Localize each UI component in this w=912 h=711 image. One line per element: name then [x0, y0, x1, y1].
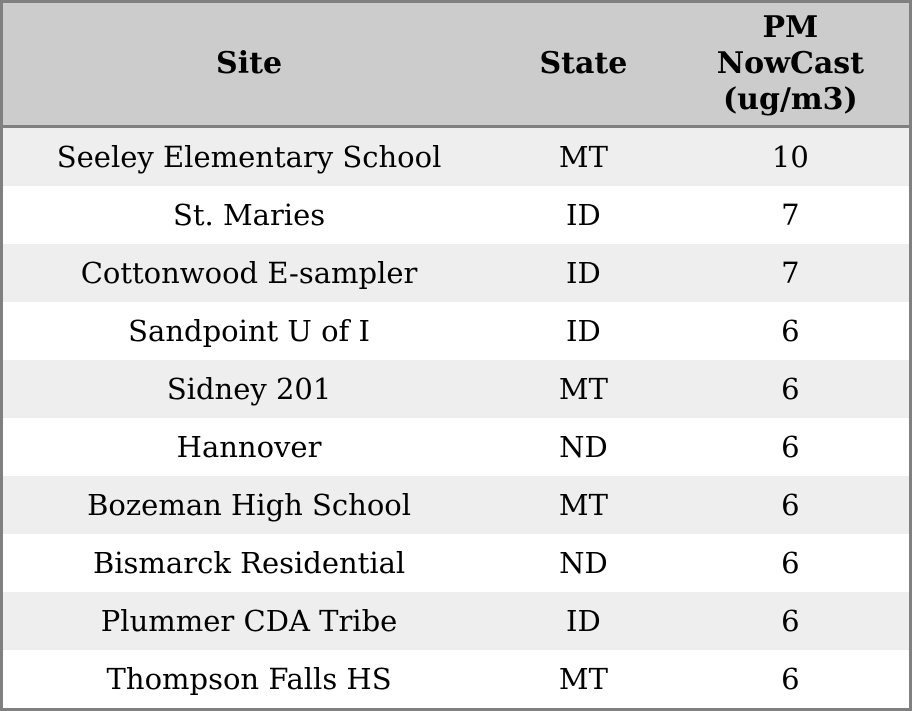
- site-cell: Sidney 201: [166, 372, 332, 406]
- state-cell: MT: [558, 662, 608, 696]
- pm-nowcast-cell: 6: [781, 314, 800, 348]
- site-cell: Sandpoint U of I: [128, 314, 370, 348]
- column-header-site: Site: [2, 2, 496, 127]
- state-cell: ND: [559, 430, 608, 464]
- pm-nowcast-cell: 10: [771, 140, 809, 174]
- pm-nowcast-cell: 6: [781, 372, 800, 406]
- pm-nowcast-cell: 6: [781, 546, 800, 580]
- state-cell: MT: [558, 488, 608, 522]
- table-row: [2, 592, 911, 650]
- site-cell: Bismarck Residential: [92, 546, 406, 580]
- table-row: [2, 244, 911, 302]
- state-cell: MT: [558, 140, 608, 174]
- table-body: [2, 127, 911, 710]
- table-row: [2, 186, 911, 244]
- column-header-pm-nowcast: PM NowCast (ug/m3): [672, 2, 911, 127]
- state-cell: ID: [566, 256, 601, 290]
- site-cell: Bozeman High School: [87, 488, 412, 522]
- state-cell: ID: [566, 314, 601, 348]
- table-row: [2, 302, 911, 360]
- table-row: [2, 534, 911, 592]
- column-header-state: State: [495, 2, 672, 127]
- pm-nowcast-cell: 6: [781, 662, 800, 696]
- pm-nowcast-cell: 6: [781, 430, 800, 464]
- pm-nowcast-cell: 7: [781, 198, 800, 232]
- site-cell: Cottonwood E-sampler: [80, 256, 418, 290]
- pm-nowcast-cell: 6: [781, 604, 800, 638]
- table-row: [2, 418, 911, 476]
- site-cell: Plummer CDA Tribe: [100, 604, 398, 638]
- table-row: [2, 476, 911, 534]
- table-row: [2, 127, 911, 187]
- state-cell: ND: [559, 546, 608, 580]
- state-cell: MT: [558, 372, 608, 406]
- table-row: [2, 360, 911, 418]
- state-cell: ID: [566, 604, 601, 638]
- table-header: [2, 2, 911, 127]
- site-cell: Hannover: [176, 430, 322, 464]
- pm-nowcast-cell: 7: [781, 256, 800, 290]
- state-cell: ID: [566, 198, 601, 232]
- header-row: [2, 2, 911, 127]
- pm-nowcast-cell: 6: [781, 488, 800, 522]
- site-cell: Seeley Elementary School: [56, 140, 442, 174]
- site-cell: Thompson Falls HS: [106, 662, 392, 696]
- site-cell: St. Maries: [173, 198, 326, 232]
- table-row: [2, 650, 911, 710]
